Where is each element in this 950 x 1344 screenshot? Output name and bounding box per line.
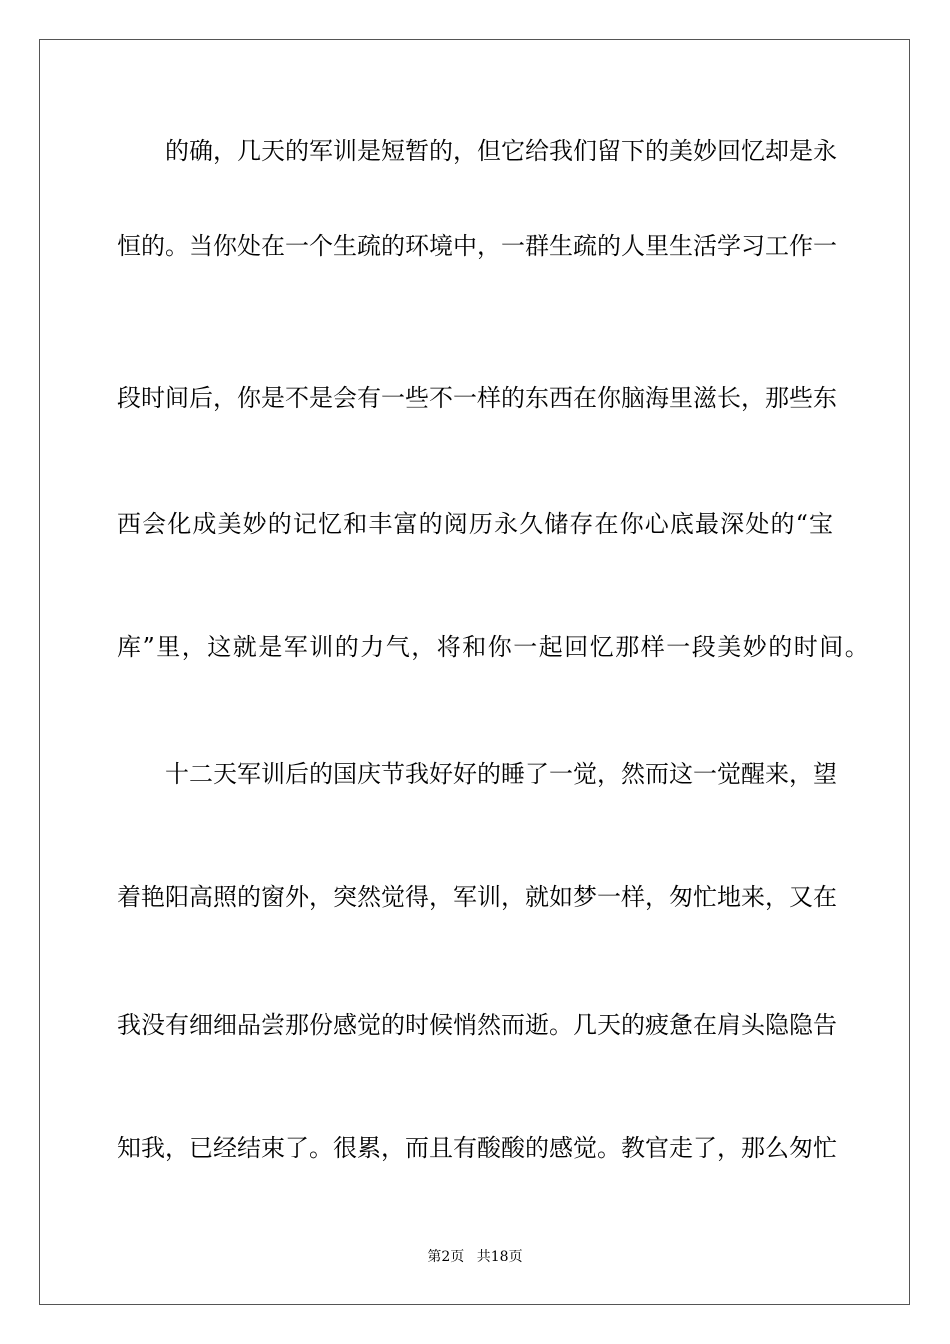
text-line-4: 西会化成美妙的记忆和丰富的阅历永久储存在你心底最深处的“宝 [117, 510, 833, 538]
text-line-3: 段时间后，你是不是会有一些不一样的东西在你脑海里滋长，那些东 [117, 384, 837, 412]
text-line-1: 的确，几天的军训是短暂的，但它给我们留下的美妙回忆却是永 [165, 137, 837, 165]
text-line-8: 我没有细细品尝那份感觉的时候悄然而逝。几天的疲惫在肩头隐隐告 [117, 1011, 837, 1039]
text-line-2: 恒的。当你处在一个生疏的环境中，一群生疏的人里生活学习工作一 [117, 232, 837, 260]
text-line-9: 知我，已经结束了。很累，而且有酸酸的感觉。教官走了，那么匆忙 [117, 1134, 837, 1162]
text-line-7: 着艳阳高照的窗外，突然觉得，军训，就如梦一样，匆忙地来，又在 [117, 883, 837, 911]
text-line-5: 库”里，这就是军训的力气，将和你一起回忆那样一段美妙的时间。 [117, 633, 871, 661]
page-number-current: 第2页 [427, 1249, 465, 1265]
page-number-total: 共18页 [476, 1249, 523, 1265]
text-line-6: 十二天军训后的国庆节我好好的睡了一觉，然而这一觉醒来，望 [165, 760, 837, 788]
page-footer [0, 1247, 950, 1267]
